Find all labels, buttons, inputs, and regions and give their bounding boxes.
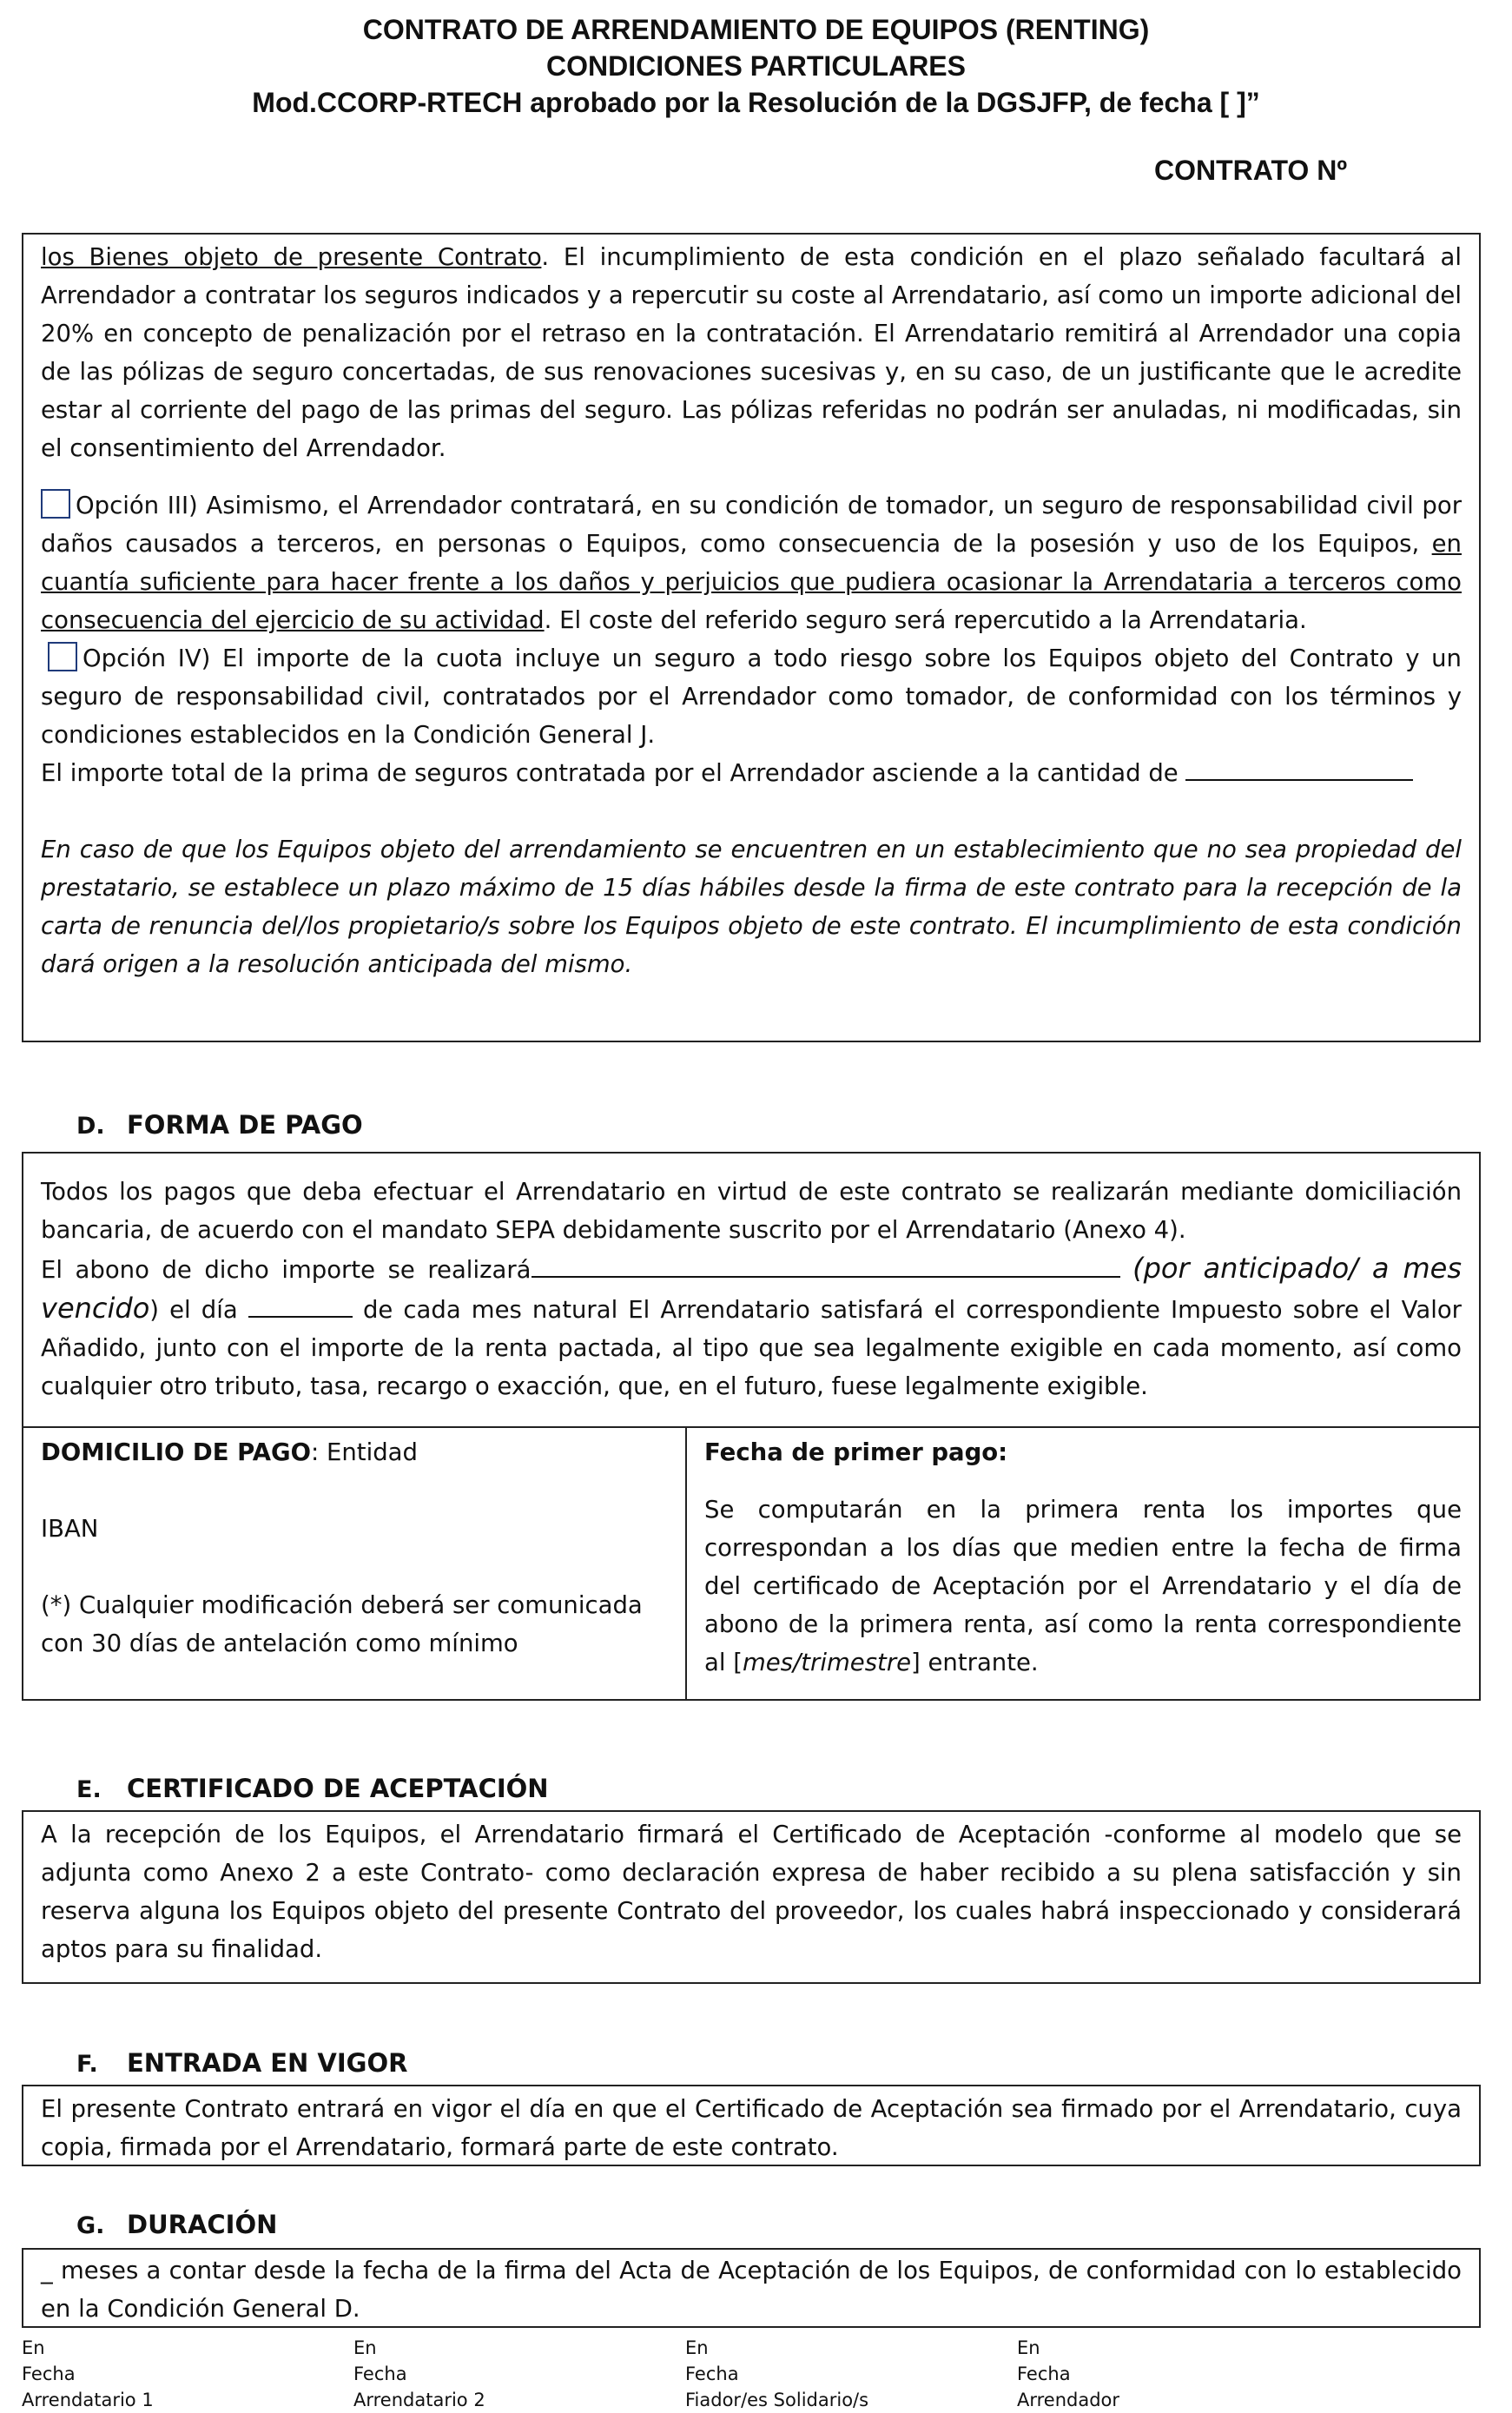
section-f-heading — [76, 2048, 407, 2078]
option-3-checkbox[interactable] — [41, 489, 70, 519]
domicilio-cell — [41, 1433, 675, 1663]
signature-date: Fecha — [1017, 2363, 1071, 2384]
payment-day-blank[interactable] — [248, 1292, 353, 1318]
section-d-letter: D. — [76, 1113, 105, 1140]
signature-date: Fecha — [685, 2363, 739, 2384]
document-title: CONTRATO DE ARRENDAMIENTO DE EQUIPOS (RENTING) — [362, 14, 1150, 45]
italic-note: En caso de que los Equipos objeto del arrendamiento se encuentren en un establecimiento que no sea propiedad del prestatario, se establece un plazo máximo de 15 días hábiles desde la firma de este contrato para la recepción de la carta de renuncia del/los propietario/s sobre los Equipos objeto de este contrato. El incumplimiento de esta condición dará origen a la resolución anticipada del mismo. — [41, 836, 1462, 978]
payment-mode-italic: (por anticipado/ a mes vencido — [41, 1252, 1462, 1325]
entry-into-force-box — [22, 2085, 1481, 2166]
signature-block-arrendatario-1 — [22, 2335, 154, 2413]
payment-terms — [41, 1249, 1462, 1405]
option-3-text-end: . El coste del referido seguro será repercutido a la Arrendataria. — [544, 606, 1307, 634]
signature-date: Fecha — [22, 2363, 76, 2384]
iban-label: IBAN — [41, 1515, 99, 1543]
option-3-paragraph — [41, 486, 1462, 639]
contract-number-label: CONTRATO Nº — [1153, 155, 1347, 186]
signature-date: Fecha — [353, 2363, 407, 2384]
section-d-title: FORMA DE PAGO — [127, 1110, 363, 1140]
option-4-paragraph — [41, 639, 1462, 754]
insurance-text: . El incumplimiento de esta condición en el plazo señalado facultará al Arrendador a contratar los seguros indicados y a repercutir su coste al Arrendatario, así como un importe adicional del 20% en concepto de penalización por el retraso en la contratación. El Arrendatario remitirá al Arrendador una copia de las pólizas de seguro concertadas, de sus renovaciones sucesivas y, en su caso, de un justificante que le acredite estar al corriente del pago de las primas del seguro. Las pólizas referidas no podrán ser anuladas, ni modificadas, sin el consentimiento del Arrendador. — [41, 243, 1462, 462]
signature-role: Arrendatario 1 — [22, 2390, 154, 2410]
payment-terms-b: ) el día — [149, 1296, 238, 1324]
section-d-heading — [76, 1110, 363, 1140]
duration-box — [22, 2248, 1481, 2328]
section-f-letter: F. — [76, 2051, 98, 2078]
domicilio-entity: : Entidad — [310, 1438, 418, 1466]
document-subtitle: CONDICIONES PARTICULARES — [546, 50, 966, 82]
section-e-title: CERTIFICADO DE ACEPTACIÓN — [127, 1774, 549, 1803]
payment-table-divider — [23, 1426, 1479, 1428]
first-payment-text — [704, 1491, 1462, 1682]
signature-role: Arrendatario 2 — [353, 2390, 485, 2410]
signature-place: En — [1017, 2337, 1040, 2358]
acceptance-box — [22, 1810, 1481, 1984]
section-f-title: ENTRADA EN VIGOR — [127, 2048, 408, 2078]
signature-place: En — [353, 2337, 377, 2358]
first-payment-text-a: Se computarán en la primera renta los importes que correspondan a los días que medien entre la fecha de firma del certificado de Aceptación por el Arrendatario y el día de abono de la primera renta, así como la renta correspondiente al [ — [704, 1496, 1462, 1676]
option-3-text: Opción III) Asimismo, el Arrendador contratará, en su condición de tomador, un seguro de responsabilidad civil por daños causados a terceros, en personas o Equipos, como consecuencia de la posesión y uso de los Equipos, — [41, 492, 1462, 558]
signature-role: Arrendador — [1017, 2390, 1120, 2410]
premium-line — [41, 754, 1462, 792]
signature-role: Fiador/es Solidario/s — [685, 2390, 869, 2410]
payment-method-blank[interactable] — [532, 1252, 1120, 1278]
section-e-letter: E. — [76, 1776, 102, 1803]
premium-text: El importe total de la prima de seguros contratada por el Arrendador asciende a la cantidad de — [41, 759, 1179, 787]
first-payment-cell — [704, 1433, 1462, 1682]
insurance-paragraph — [41, 238, 1462, 467]
acceptance-text: A la recepción de los Equipos, el Arrendatario firmará el Certificado de Aceptación -conforme al modelo que se adjunta como Anexo 2 a este Contrato- como declaración expresa de haber recibido a su plena satisfacción y sin reserva alguna los Equipos objeto del presente Contrato del proveedor, los cuales habrá inspeccionado y considerará aptos para su finalidad. — [41, 1821, 1462, 1963]
payment-table-column-divider — [685, 1426, 687, 1701]
duration-text: _ meses a contar desde la fecha de la firma del Acta de Aceptación de los Equipos, de conformidad con lo establecido en la Condición General D. — [41, 2257, 1462, 2323]
insurance-underlined: los Bienes objeto de presente Contrato — [41, 243, 542, 271]
first-payment-text-b: ] entrante. — [911, 1649, 1039, 1676]
section-g-letter: G. — [76, 2212, 105, 2239]
option-4-checkbox[interactable] — [48, 642, 77, 671]
domicilio-label: DOMICILIO DE PAGO — [41, 1438, 311, 1466]
first-payment-period: mes/trimestre — [742, 1649, 912, 1676]
signature-block-arrendatario-2 — [353, 2335, 485, 2413]
option-3-underlined: en cuantía suficiente para hacer frente a los daños y perjuicios que pudiera ocasionar la Arrendataria a terceros como consecuencia del ejercicio de su actividad — [41, 530, 1462, 634]
payment-terms-a: El abono de dicho importe se realizará — [41, 1256, 532, 1284]
payment-box — [22, 1152, 1481, 1701]
first-payment-label: Fecha de primer pago: — [704, 1438, 1008, 1466]
model-reference: Mod.CCORP-RTECH aprobado por la Resolución de la DGSJFP, de fecha [ ]” — [252, 87, 1260, 118]
insurance-box — [22, 233, 1481, 1042]
signature-place: En — [685, 2337, 709, 2358]
payment-paragraph: Todos los pagos que deba efectuar el Arrendatario en virtud de este contrato se realizarán mediante domiciliación bancaria, de acuerdo con el mandato SEPA debidamente suscrito por el Arrendatario (Anexo 4). — [41, 1178, 1462, 1244]
payment-terms-c: de cada mes natural El Arrendatario satisfará el correspondiente Impuesto sobre el Valor Añadido, junto con el importe de la renta pactada, al tipo que sea legalmente exigible en cada momento, así como cualquier otro tributo, tasa, recargo o exacción, que, en el futuro, fuese legalmente exigible. — [41, 1296, 1462, 1400]
signature-block-arrendador — [1017, 2335, 1119, 2413]
option-4-text: Opción IV) El importe de la cuota incluye un seguro a todo riesgo sobre los Equipos objeto del Contrato y un seguro de responsabilidad civil, contratados por el Arrendador como tomador, de conformidad con los términos y condiciones establecidos en la Condición General J. — [41, 645, 1462, 749]
section-e-heading — [76, 1774, 549, 1803]
domicilio-line — [41, 1433, 675, 1471]
signature-place: En — [22, 2337, 45, 2358]
section-g-heading — [76, 2210, 277, 2239]
entry-into-force-text: El presente Contrato entrará en vigor el día en que el Certificado de Aceptación sea firmado por el Arrendatario, cuya copia, firmada por el Arrendatario, formará parte de este contrato. — [41, 2095, 1462, 2161]
modification-note: (*) Cualquier modificación deberá ser comunicada con 30 días de antelación como mínimo — [41, 1591, 643, 1657]
premium-blank[interactable] — [1185, 755, 1413, 781]
section-g-title: DURACIÓN — [127, 2210, 278, 2239]
signature-block-fiador — [685, 2335, 868, 2413]
